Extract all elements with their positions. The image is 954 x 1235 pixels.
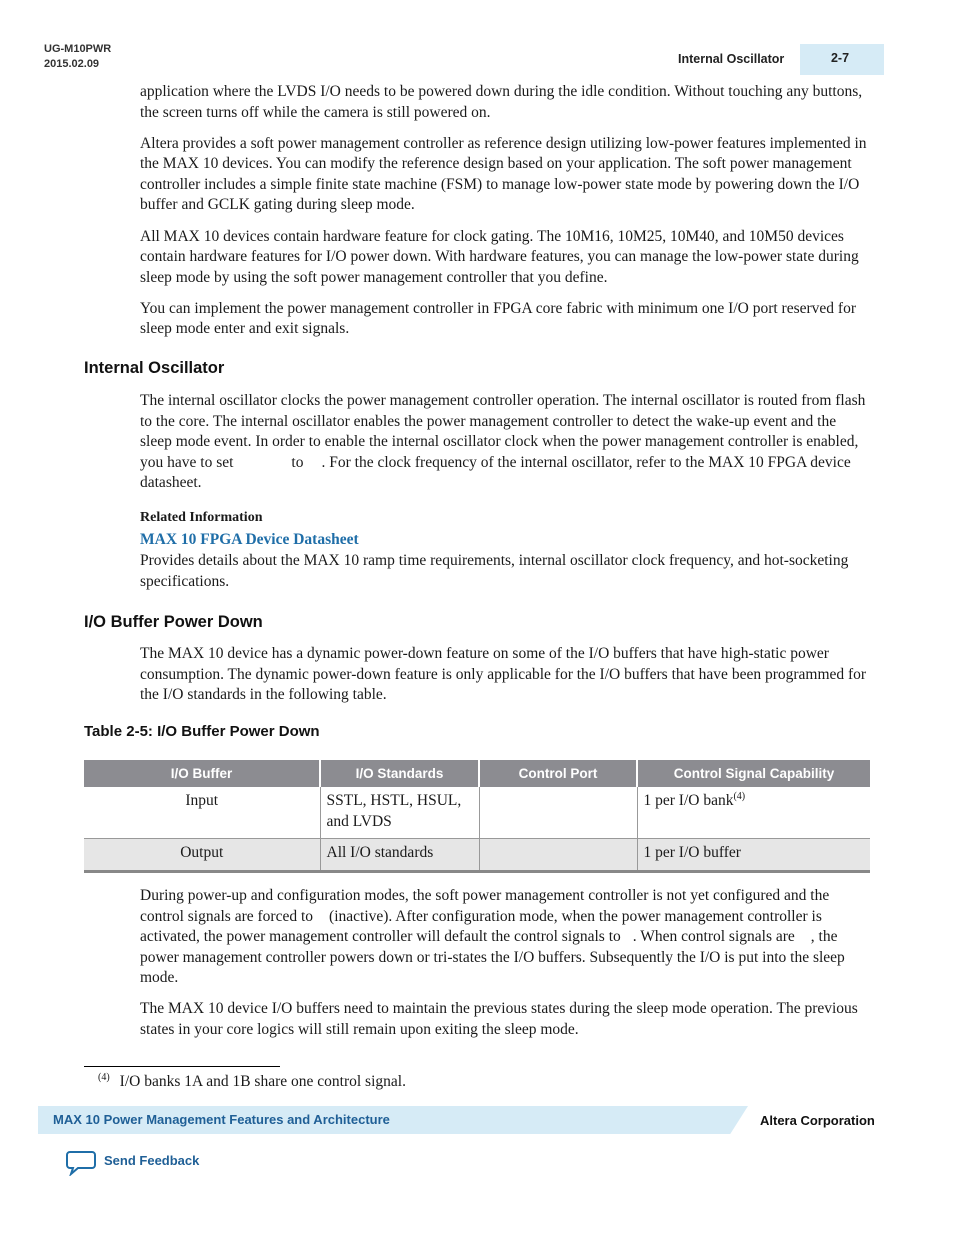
intro-section [140,82,870,340]
io-buffer-paragraph-1: The MAX 10 device has a dynamic power-down feature on some of the I/O buffers that have high-static power consumption. The dynamic power-down feature is only applicable for the I/O buffers that have been programmed for the I/O standards in the following table. [140,645,867,704]
datasheet-link[interactable]: MAX 10 FPGA Device Datasheet [140,531,359,548]
footnote-divider [84,1066,280,1067]
table-caption: Table 2-5: I/O Buffer Power Down [84,723,320,740]
footer-company: Altera Corporation [760,1113,875,1128]
oscillator-text-c: . For the clock frequency of the internal oscillator, refer to the MAX 10 FPGA device datasheet. [140,453,851,492]
related-information-heading: Related Information [140,510,263,525]
table-header-cell: I/O Standards [320,760,479,787]
oscillator-text-b: to [291,453,304,471]
table-cell [637,787,870,839]
table-cell: Input [84,787,320,839]
section-heading-io-buffer: I/O Buffer Power Down [84,613,263,631]
footnote-reference: (4) [733,790,746,802]
table-cell-text: 1 per I/O bank [643,792,734,809]
oscillator-paragraph [140,391,870,494]
feedback-speech-bubble-icon[interactable] [66,1150,96,1176]
table-cell: SSTL, HSTL, HSUL, and LVDS [320,787,479,839]
table-header-cell: Control Signal Capability [637,760,870,787]
intro-paragraph-3: All MAX 10 devices contain hardware feature for clock gating. The 10M16, 10M25, 10M40, and 10M50 devices contain hardware features for I/O power down. With hardware features, you can manage the low-power state during sleep mode by using the soft power management controller that you define. [140,227,859,286]
related-description: Provides details about the MAX 10 ramp time requirements, internal oscillator clock frequency, and hot-socketing specifications. [140,552,849,590]
footnote-text: I/O banks 1A and 1B share one control signal. [119,1073,406,1091]
section-heading-internal-oscillator: Internal Oscillator [84,359,225,377]
page-number: 2-7 [830,51,850,65]
table-row [84,787,870,839]
intro-paragraph-1: application where the LVDS I/O needs to be powered down during the idle condition. Without touching any buttons, the screen turns off while the camera is still powered on. [140,83,863,121]
io-buffer-paragraph-3: The MAX 10 device I/O buffers need to maintain the previous states during the sleep mode operation. The previous states in your core logics will still remain upon exiting the sleep mode. [140,1000,858,1038]
table-cell [479,787,637,839]
intro-paragraph-4: You can implement the power management controller in FPGA core fabric with minimum one I/O port reserved for sleep mode enter and exit signals. [140,299,856,338]
footer-document-title[interactable]: MAX 10 Power Management Features and Architecture [53,1112,390,1127]
table-header-row [84,760,870,787]
io-text-d: , the power management controller powers down or tri-states the I/O buffers. Subsequently the I/O is put into the sleep mode. [140,928,845,987]
table-header-cell: I/O Buffer [84,760,320,787]
table-header-cell: Control Port [479,760,637,787]
intro-paragraph-2: Altera provides a soft power management controller as reference design utilizing low-power features implemented in the MAX 10 devices. You can modify the reference design based on your application. The soft power management controller includes a simple finite state machine (FSM) to manage low-power state mode by powering down the I/O buffer and GCLK gating during sleep mode. [140,134,867,214]
table-cell [479,839,637,872]
table-cell: 1 per I/O buffer [637,839,870,872]
table-row [84,839,870,872]
io-buffer-paragraph-2 [140,886,870,989]
document-id-block [44,42,111,72]
table-cell: Output [84,839,320,872]
header-section-title: Internal Oscillator [678,52,785,66]
table-cell: All I/O standards [320,839,479,872]
footnote-mark: (4) [98,1072,110,1083]
io-buffer-table [84,760,870,873]
io-text-a: During power-up and configuration modes, the soft power management controller is not yet configured and the control signals are forced to [140,887,830,925]
oscillator-text-a: The internal oscillator clocks the power management controller operation. The internal oscillator is routed from flash to the core. The internal oscillator enables the power management controller to detect the wake-up event and the sleep mode event. In order to enable the internal oscillator clock when the power management controller is enabled, you have to set [140,392,866,471]
document-id: UG-M10PWR [44,43,112,55]
send-feedback-link[interactable]: Send Feedback [104,1153,200,1168]
footnote [98,1072,406,1091]
io-text-b: (inactive). After configuration mode, when the power management controller is activated, the power management controller will default the control signals to [140,907,822,946]
io-text-c: . When control signals are [632,928,795,946]
document-date: 2015.02.09 [44,58,100,70]
